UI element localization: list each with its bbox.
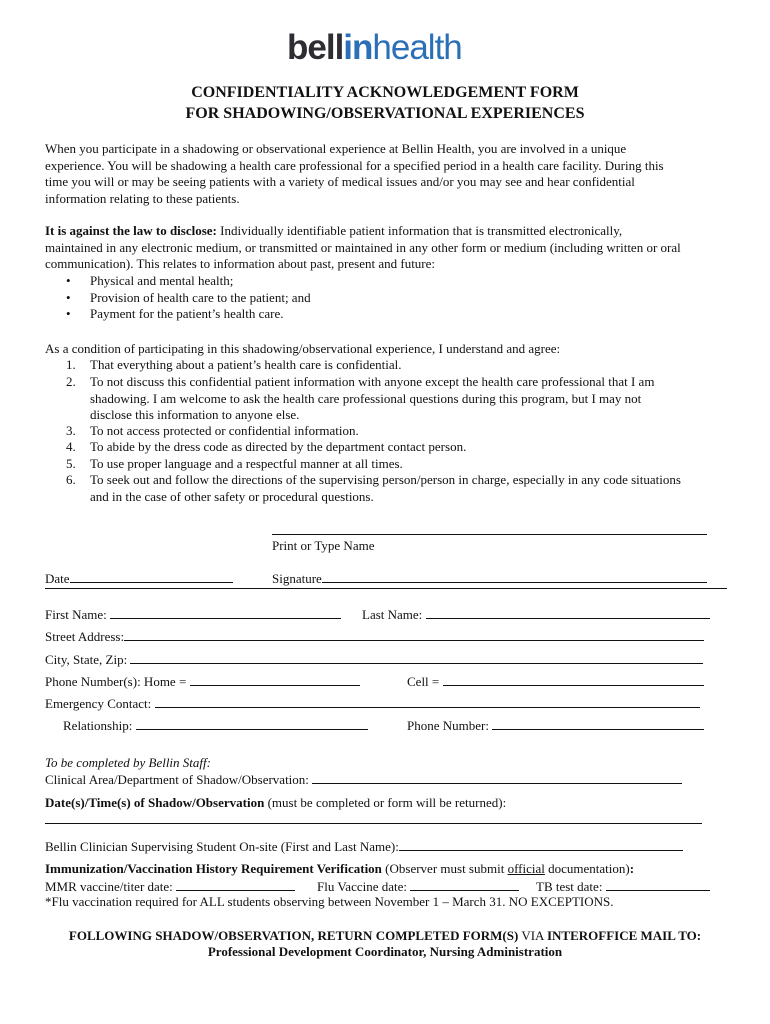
intro-line: When you participate in a shadowing or observational experience at Bellin Health, you are involved in a unique	[45, 141, 627, 156]
clinical-area-label: Clinical Area/Department of Shadow/Observation:	[45, 772, 309, 787]
bellin-health-logo	[287, 30, 462, 66]
emergency-contact-row	[45, 695, 700, 713]
list-item: 6. To seek out and follow the directions of the supervising person/person in charge, especially in any code situations and in the case of other safety or procedural questions.	[66, 472, 681, 504]
return-recipient: Professional Development Coordinator, Nursing Administration	[207, 944, 563, 959]
list-item: • Payment for the patient’s health care.	[66, 306, 284, 321]
condition-intro: As a condition of participating in this shadowing/observational experience, I understand and agree:	[45, 341, 561, 356]
intro-paragraph	[45, 141, 725, 207]
list-item: • Physical and mental health;	[66, 273, 234, 288]
law-line: maintained in any electronic medium, or transmitted or maintained in any other form or medium (including written or oral	[45, 239, 681, 255]
last-name-field[interactable]	[426, 606, 710, 619]
first-name-field[interactable]	[110, 606, 341, 619]
law-line: Individually identifiable patient information that is transmitted electronically,	[216, 223, 623, 238]
city-state-zip-label: City, State, Zip:	[45, 652, 128, 667]
home-phone-field[interactable]	[190, 673, 360, 686]
bullet-icon: •	[66, 306, 71, 321]
clinician-field[interactable]	[399, 838, 683, 851]
signature-field[interactable]	[322, 570, 707, 583]
dates-times-row	[45, 795, 506, 812]
date-label: Date	[45, 571, 70, 586]
clinical-area-row	[45, 771, 682, 789]
clinical-area-field[interactable]	[312, 771, 682, 784]
dates-times-note: (must be completed or form will be returned):	[264, 795, 507, 810]
tb-row	[536, 878, 710, 896]
intro-line: time you will or may be seeing patients with a variety of medical issues and/or you may see and hear confidential	[45, 174, 635, 189]
cell-phone-field[interactable]	[443, 673, 704, 686]
first-name-label: First Name:	[45, 607, 107, 622]
street-address-label: Street Address:	[45, 629, 125, 644]
city-state-zip-row	[45, 651, 703, 669]
list-item: 2. To not discuss this confidential patient information with anyone except the health care professional that I am shadowing. I am welcome to ask the health care professional questions during this program, but I may not disclose this information to anyone else.	[66, 374, 655, 422]
form-title-line2: FOR SHADOWING/OBSERVATIONAL EXPERIENCES	[185, 105, 585, 122]
intro-line: information relating to these patients.	[45, 190, 240, 206]
print-name-label: Print or Type Name	[272, 538, 375, 553]
list-item: 4. To abide by the dress code as directed by the department contact person.	[66, 439, 467, 454]
mmr-row	[45, 878, 295, 896]
logo-part-bell: bell	[287, 28, 344, 67]
date-field[interactable]	[70, 570, 233, 583]
date-row	[45, 570, 233, 588]
flu-label: Flu Vaccine date:	[317, 879, 408, 894]
law-heading: It is against the law to disclose:	[45, 223, 217, 238]
list-item: 3. To not access protected or confidential information.	[66, 423, 359, 438]
clinician-label: Bellin Clinician Supervising Student On-site (First and Last Name):	[45, 839, 399, 854]
relationship-label: Relationship:	[63, 718, 133, 733]
form-title-line1: CONFIDENTIALITY ACKNOWLEDGEMENT FORM	[191, 84, 579, 101]
emergency-phone-label: Phone Number:	[407, 718, 489, 733]
clinician-row	[45, 838, 683, 856]
mmr-date-field[interactable]	[176, 878, 295, 891]
law-paragraph	[45, 223, 725, 273]
list-item: • Provision of health care to the patient; and	[66, 289, 311, 305]
law-bullet-list	[66, 273, 311, 323]
bullet-icon: •	[66, 289, 71, 305]
tb-label: TB test date:	[536, 879, 603, 894]
first-name-row	[45, 606, 341, 624]
dates-times-label: Date(s)/Time(s) of Shadow/Observation	[45, 795, 265, 810]
flu-date-field[interactable]	[410, 878, 519, 891]
street-address-field[interactable]	[124, 628, 704, 641]
mmr-label: MMR vaccine/titer date:	[45, 879, 173, 894]
emergency-contact-label: Emergency Contact:	[45, 696, 152, 711]
tb-date-field[interactable]	[606, 878, 710, 891]
home-phone-row	[45, 673, 360, 691]
emergency-phone-field[interactable]	[492, 717, 704, 730]
signature-label: Signature	[272, 571, 322, 586]
relationship-row	[63, 717, 368, 735]
emergency-phone-row	[407, 717, 704, 735]
bullet-icon: •	[66, 273, 71, 288]
logo-part-in: in	[343, 28, 373, 67]
flu-requirement-note: *Flu vaccination required for ALL students observing between November 1 – March 31. NO EXCEPTIONS.	[45, 894, 614, 909]
law-line: communication). This relates to information about past, present and future:	[45, 256, 436, 271]
dates-times-field[interactable]	[45, 811, 702, 824]
staff-section-heading: To be completed by Bellin Staff:	[45, 755, 211, 770]
section-divider	[45, 588, 727, 589]
last-name-label: Last Name:	[362, 607, 423, 622]
last-name-row	[362, 606, 710, 624]
street-address-row	[45, 628, 704, 646]
print-name-field[interactable]	[272, 522, 707, 535]
list-item: 5. To use proper language and a respectful manner at all times.	[66, 456, 403, 471]
list-item: 1. That everything about a patient’s health care is confidential.	[66, 357, 402, 372]
cell-phone-row	[407, 673, 704, 691]
home-phone-label: Phone Number(s): Home =	[45, 674, 187, 689]
flu-row	[317, 878, 519, 896]
immunization-heading: Immunization/Vaccination History Requirement Verification (Observer must submit official documentation):	[45, 861, 635, 876]
intro-line: experience. You will be shadowing a health care professional for a specified period in a health care facility. During this	[45, 157, 664, 173]
return-instructions: FOLLOWING SHADOW/OBSERVATION, RETURN COMPLETED FORM(S) VIA INTEROFFICE MAIL TO:	[68, 928, 702, 943]
cell-phone-label: Cell =	[407, 674, 440, 689]
city-state-zip-field[interactable]	[130, 651, 703, 664]
signature-row	[272, 570, 707, 588]
relationship-field[interactable]	[136, 717, 368, 730]
emergency-contact-field[interactable]	[155, 695, 700, 708]
logo-part-health: health	[372, 28, 462, 67]
